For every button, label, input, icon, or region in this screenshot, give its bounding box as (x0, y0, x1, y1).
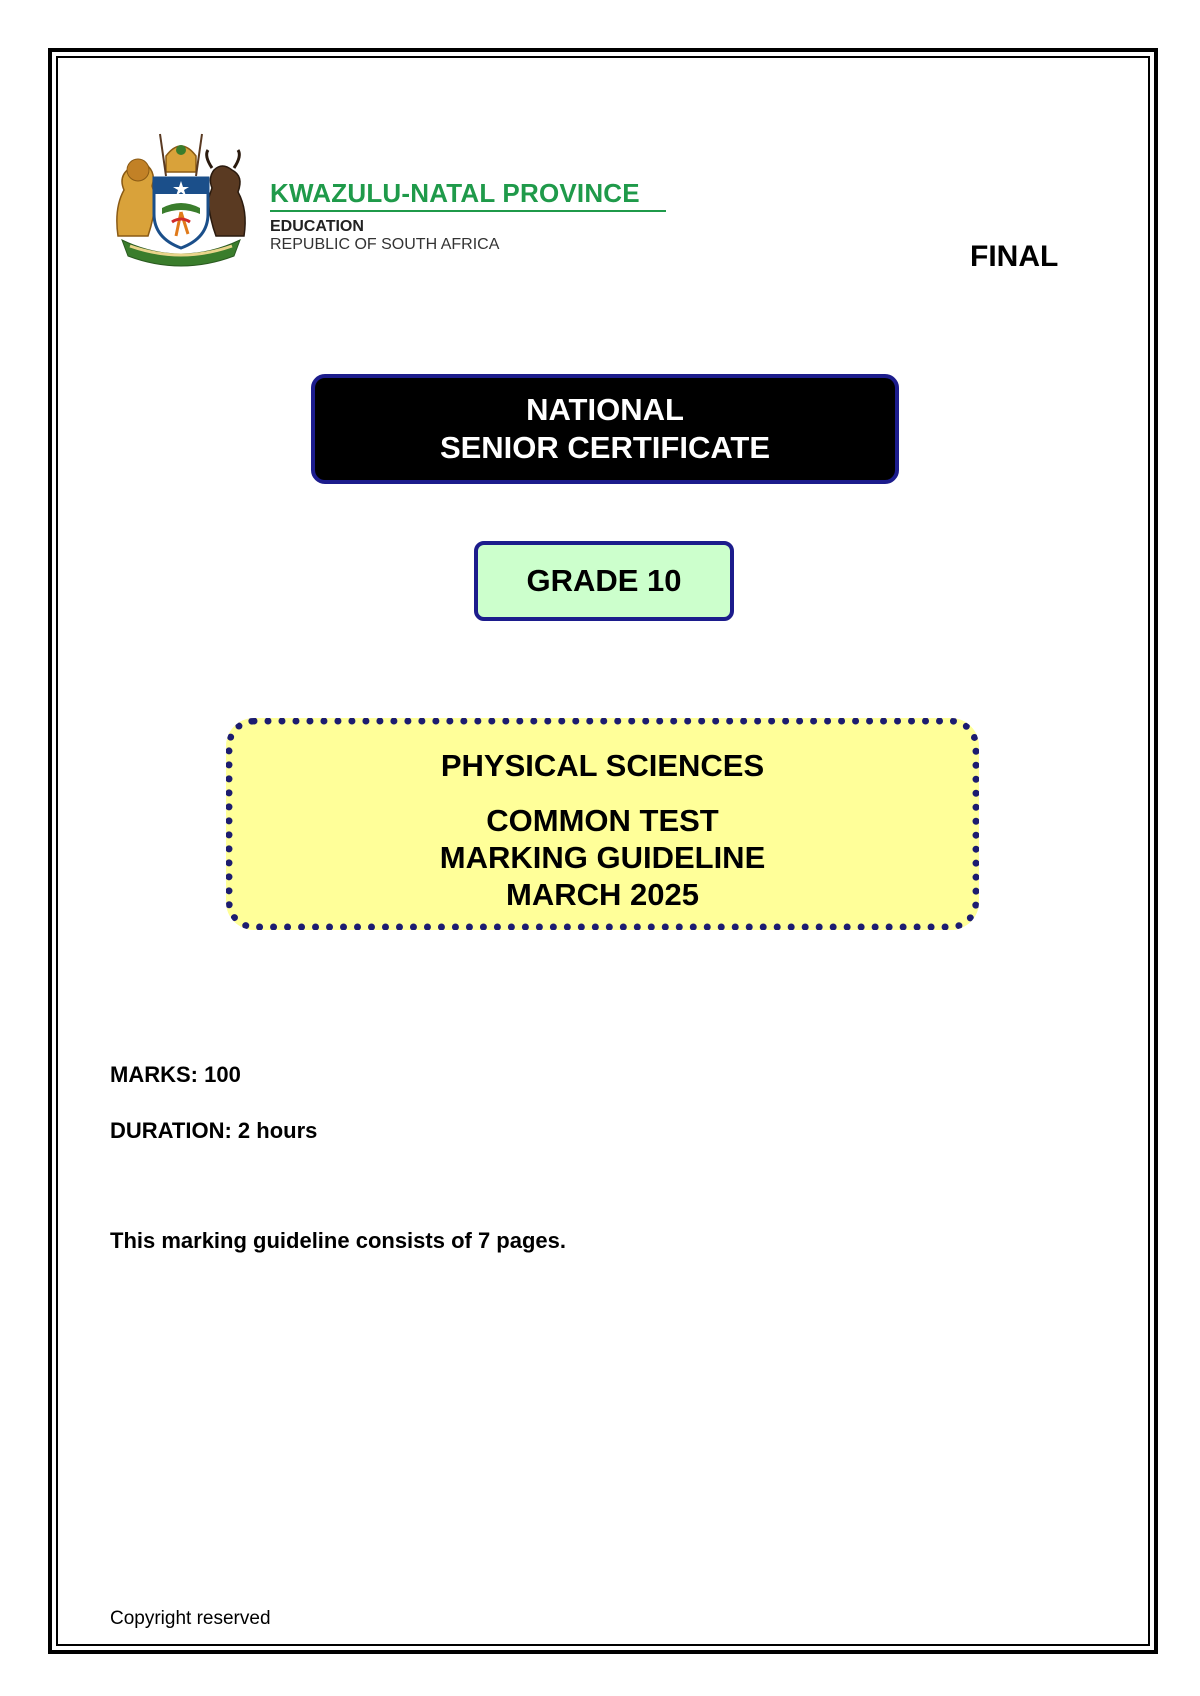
coat-of-arms-icon (108, 128, 254, 268)
certificate-line-1: NATIONAL (526, 392, 684, 427)
subject-name: PHYSICAL SCIENCES (440, 748, 765, 783)
marks-value: 100 (204, 1062, 241, 1087)
subject-line-2: MARKING GUIDELINE (439, 840, 766, 875)
duration-value: 2 hours (237, 1118, 318, 1143)
marks-label: MARKS: (110, 1062, 198, 1087)
certificate-line-2: SENIOR CERTIFICATE (439, 430, 771, 465)
certificate-banner (311, 374, 899, 484)
document-status: FINAL (970, 240, 1059, 273)
grade-label: GRADE 10 (526, 563, 682, 598)
province-name: KWAZULU-NATAL PROVINCE (270, 178, 640, 208)
department-name: EDUCATION (270, 218, 364, 235)
copyright-notice: Copyright reserved (110, 1608, 271, 1629)
grade-banner (474, 541, 734, 621)
country-name: REPUBLIC OF SOUTH AFRICA (270, 236, 500, 253)
department-logo-text (270, 178, 666, 254)
subject-line-3: MARCH 2025 (506, 877, 699, 912)
page-count-note: This marking guideline consists of 7 pages. (110, 1228, 566, 1253)
subject-banner (226, 718, 979, 930)
logo-divider (270, 210, 666, 212)
duration-line (110, 1118, 317, 1144)
duration-label: DURATION: (110, 1118, 232, 1143)
marks-line (110, 1062, 241, 1088)
subject-line-1: COMMON TEST (486, 803, 719, 838)
subject-spacer (233, 784, 972, 802)
